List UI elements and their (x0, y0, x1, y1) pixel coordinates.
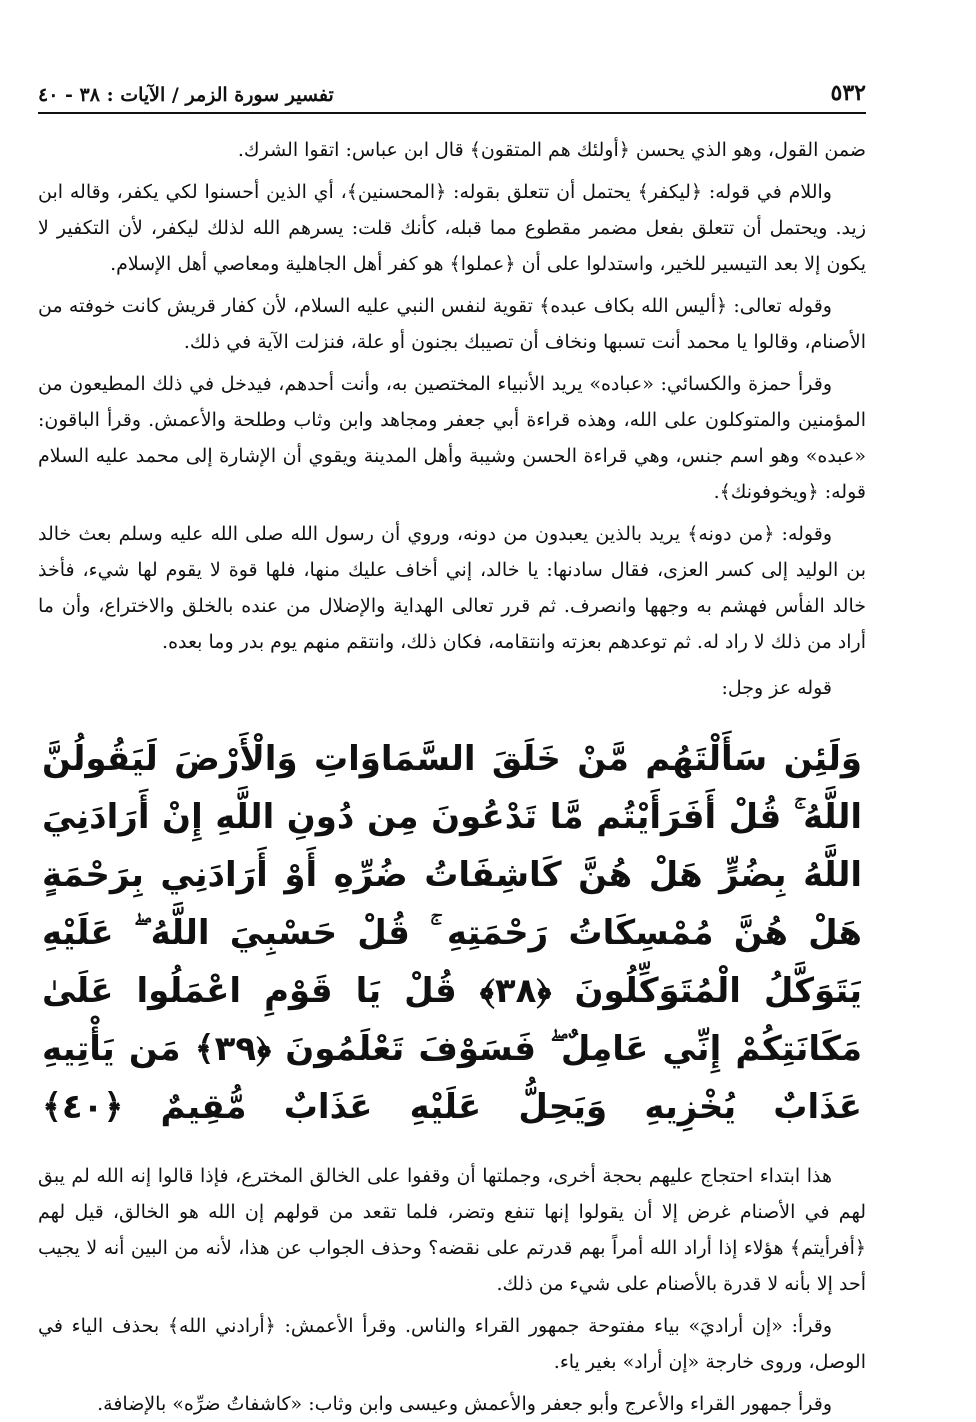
body-text (38, 132, 866, 1422)
paragraph: وقرأ: «إن أراديَ» بياء مفتوحة جمهور القراء والناس. وقرأ الأعمش: ﴿أرادني الله﴾ بحذف الياء في الوصل، وروى خارجة «إن أراد» بغير ياء. (38, 1315, 866, 1373)
paragraph: وقوله تعالى: ﴿أليس الله بكاف عبده﴾ تقوية لنفس النبي عليه السلام، لأن كفار قريش كانت خوفته من الأصنام، وقالوا يا محمد أنت تسبها ونخاف أن تصيبك بجنون أو علة، فنزلت الآية في ذلك. (38, 295, 866, 353)
running-header (38, 80, 866, 114)
paragraph: وقرأ حمزة والكسائي: «عباده» يريد الأنبياء المختصين به، وأنت أحدهم، فيدخل في ذلك المطيعون من المؤمنين والمتوكلون على الله، وهذه قراءة أبي جعفر ومجاهد وابن وثاب وطلحة والأعمش. وقرأ الباقون: «عبده» وهو اسم جنس، وهي قراءة الحسن وشيبة وأهل المدينة ويقوي أن الإشارة إلى محمد عليه السلام قوله: ﴿ويخوفونك﴾. (38, 373, 866, 503)
paragraph: وقوله: ﴿من دونه﴾ يريد بالذين يعبدون من دونه، وروي أن رسول الله صلى الله عليه وسلم بعث خالد بن الوليد إلى كسر العزى، فقال سادنها: يا خالد، إني أخاف عليك منها، فلها قوة لا يقوم لها شيء، فأخذ خالد الفأس فهشم به وجهها وانصرف. ثم قرر تعالى الهداية والإضلال من عنده بالخلق والاختراع، وأن ما أراد من ذلك لا راد له. ثم توعدهم بعزته وانتقامه، فكان ذلك، وانتقم منهم يوم بدر وما بعده. (38, 523, 866, 653)
page-number: ٥٣٢ (830, 80, 866, 106)
paragraph: ضمن القول، وهو الذي يحسن ﴿أولئك هم المتقون﴾ قال ابن عباس: اتقوا الشرك. (237, 139, 866, 161)
verse-intro: قوله عز وجل: (721, 677, 832, 699)
quran-verse-block: وَلَئِن سَأَلْتَهُم مَّنْ خَلَقَ السَّمَاوَاتِ وَالْأَرْضَ لَيَقُولُنَّ اللَّهُ ۚ قُلْ أَفَرَأَيْتُم مَّا تَدْعُونَ مِن دُونِ اللَّهِ إِنْ أَرَادَنِيَ اللَّهُ بِضُرٍّ هَلْ هُنَّ كَاشِفَاتُ ضُرِّهِ أَوْ أَرَادَنِي بِرَحْمَةٍ هَلْ هُنَّ مُمْسِكَاتُ رَحْمَتِهِ ۚ قُلْ حَسْبِيَ اللَّهُ ۖ عَلَيْهِ يَتَوَكَّلُ الْمُتَوَكِّلُونَ ﴿٣٨﴾ قُلْ يَا قَوْمِ اعْمَلُوا عَلَىٰ مَكَانَتِكُمْ إِنِّي عَامِلٌ ۖ فَسَوْفَ تَعْلَمُونَ ﴿٣٩﴾ مَن يَأْتِيهِ عَذَابٌ يُخْزِيهِ وَيَحِلُّ عَلَيْهِ عَذَابٌ مُّقِيمٌ ﴿٤٠﴾ (42, 739, 863, 1127)
paragraph: هذا ابتداء احتجاج عليهم بحجة أخرى، وجملتها أن وقفوا على الخالق المخترع، فإذا قالوا إنه الله لم يبق لهم في الأصنام غرض إلا أن يقولوا إنها تنفع وتضر، فلما تقعد من قولهم إن الله هو الخالق، قيل لهم ﴿أفرأيتم﴾ هؤلاء إذا أراد الله أمراً بهم قدرتم على نقضه؟ وحذف الجواب عن هذا، لأنه من البين أنه لا يجيب أحد إلا بأنه لا قدرة بالأصنام على شيء من ذلك. (38, 1165, 866, 1295)
running-title: تفسير سورة الزمر / الآيات : ٣٨ - ٤٠ (38, 84, 334, 106)
document-page (38, 80, 866, 1415)
paragraph: واللام في قوله: ﴿ليكفر﴾ يحتمل أن تتعلق بقوله: ﴿المحسنين﴾، أي الذين أحسنوا لكي يكفر، وقاله ابن زيد. ويحتمل أن تتعلق بفعل مضمر مقطوع مما قبله، كأنك قلت: يسرهم الله لذلك ليكفر، لأن التكفير لا يكون إلا بعد التيسير للخير، واستدلوا على أن ﴿عملوا﴾ هو كفر أهل الجاهلية ومعاصي أهل الإسلام. (38, 181, 866, 275)
paragraph: وقرأ جمهور القراء والأعرج وأبو جعفر والأعمش وعيسى وابن وثاب: «كاشفاتُ ضرِّه» بالإضافة. (97, 1393, 832, 1415)
